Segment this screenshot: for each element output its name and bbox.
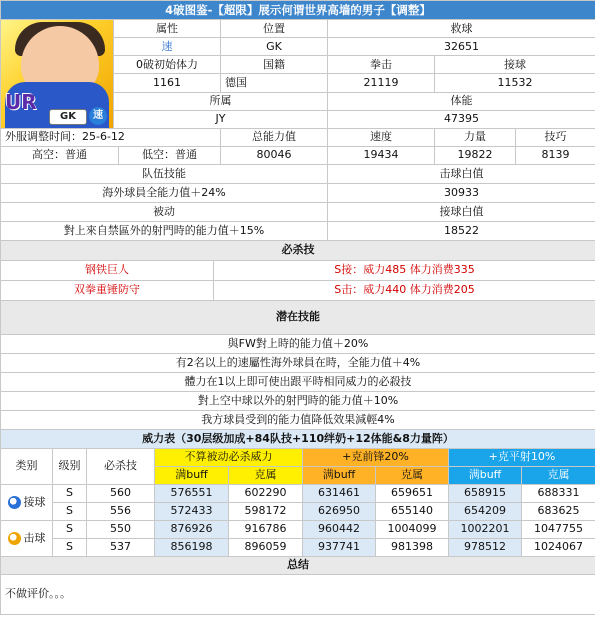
physical-label: 体能 xyxy=(328,92,595,110)
catch-label: 接球 xyxy=(435,56,595,74)
team-skill-table xyxy=(0,164,595,241)
position-badge: GK xyxy=(49,109,87,125)
attribute-badge: 速 xyxy=(89,107,107,125)
special-header: 必杀技 xyxy=(1,241,595,261)
punch-white-value: 30933 xyxy=(328,184,595,203)
team-skill-desc: 海外球員全能力值＋24% xyxy=(1,184,328,203)
value-cell: 1002201 xyxy=(449,521,522,539)
special-skill-name: 双拳重锤防守 xyxy=(1,281,214,301)
value-cell: 631461 xyxy=(303,485,376,503)
value-cell: 688331 xyxy=(522,485,595,503)
value-cell: 659651 xyxy=(376,485,449,503)
col-skill: 必杀技 xyxy=(87,449,155,485)
stamina0-value: 1161 xyxy=(114,74,221,92)
save-label: 救球 xyxy=(328,20,595,38)
skill-value: 8139 xyxy=(516,147,595,165)
stats-table xyxy=(0,128,595,165)
col-full-buff: 满buff xyxy=(303,467,376,485)
total-value: 80046 xyxy=(221,147,328,165)
catch-value: 11532 xyxy=(435,74,595,92)
pos-value: GK xyxy=(221,38,328,56)
group-vs-flat: +克平射10% xyxy=(449,449,595,467)
value-cell: 896059 xyxy=(229,539,303,557)
level-cell: S xyxy=(53,521,87,539)
type-cell: 击球 xyxy=(1,521,53,557)
col-full-buff: 满buff xyxy=(449,467,522,485)
value-cell: 937741 xyxy=(303,539,376,557)
save-value: 32651 xyxy=(328,38,595,56)
nation-label: 国籍 xyxy=(221,56,328,74)
passive-label: 被动 xyxy=(1,203,328,222)
skill-label: 技巧 xyxy=(516,129,595,147)
table-row xyxy=(1,503,595,521)
pos-label: 位置 xyxy=(221,20,328,38)
value-cell: 1024067 xyxy=(522,539,595,557)
special-skill-desc: S接：威力485 体力消费335 xyxy=(214,261,595,281)
value-cell: 978512 xyxy=(449,539,522,557)
latent-skill: 我方球員受到的能力值降低效果減輕4% xyxy=(1,411,595,430)
power-table xyxy=(0,429,595,557)
stamina0-label: 0破初始体力 xyxy=(114,56,221,74)
save-ball-icon xyxy=(8,496,21,509)
col-counter: 克属 xyxy=(376,467,449,485)
team-value: JY xyxy=(114,110,328,128)
header-table xyxy=(0,0,595,129)
col-level: 级别 xyxy=(53,449,87,485)
power-table-title: 威力表（30层级加成+84队技+110绊奶+12体能&8力量阵） xyxy=(1,430,595,449)
summary-header: 总结 xyxy=(1,557,595,575)
speed-value: 19434 xyxy=(328,147,435,165)
col-full-buff: 满buff xyxy=(155,467,229,485)
adjust-date: 外服调整时间：25-6-12 xyxy=(1,129,221,147)
group-vs-fw: +克前锋20% xyxy=(303,449,449,467)
col-type: 类别 xyxy=(1,449,53,485)
punch-white-label: 击球白值 xyxy=(328,165,595,184)
speed-label: 速度 xyxy=(328,129,435,147)
total-label: 总能力值 xyxy=(221,129,328,147)
table-row xyxy=(1,521,595,539)
value-cell: 683625 xyxy=(522,503,595,521)
latent-skill: 與FW對上時的能力值＋20% xyxy=(1,335,595,354)
value-cell: 916786 xyxy=(229,521,303,539)
special-skill-desc: S击：威力440 体力消费205 xyxy=(214,281,595,301)
latent-skill: 有2名以上的速屬性海外球員在時，全能力值＋4% xyxy=(1,354,595,373)
value-cell: 572433 xyxy=(155,503,229,521)
table-row xyxy=(1,539,595,557)
punch-value: 21119 xyxy=(328,74,435,92)
value-cell: 602290 xyxy=(229,485,303,503)
value-cell: 576551 xyxy=(155,485,229,503)
col-counter: 克属 xyxy=(522,467,595,485)
team-label: 所属 xyxy=(114,92,328,110)
summary-text: 不做评价。。。 xyxy=(1,575,595,615)
skill-cell: 556 xyxy=(87,503,155,521)
value-cell: 876926 xyxy=(155,521,229,539)
special-table xyxy=(0,240,595,301)
physical-value: 47395 xyxy=(328,110,595,128)
level-cell: S xyxy=(53,539,87,557)
page-title: 4破图鉴-【超限】展示何谓世界高墙的男子【调整】 xyxy=(1,1,595,20)
portrait-cell xyxy=(1,20,114,129)
summary-table xyxy=(0,556,595,615)
value-cell: 598172 xyxy=(229,503,303,521)
team-skill-label: 队伍技能 xyxy=(1,165,328,184)
latent-skill: 對上空中球以外的射門時的能力值＋10% xyxy=(1,392,595,411)
value-cell: 626950 xyxy=(303,503,376,521)
passive-desc: 對上來自禁區外的射門時的能力值＋15% xyxy=(1,222,328,241)
catch-white-label: 接球白值 xyxy=(328,203,595,222)
level-cell: S xyxy=(53,485,87,503)
value-cell: 960442 xyxy=(303,521,376,539)
value-cell: 1047755 xyxy=(522,521,595,539)
value-cell: 1004099 xyxy=(376,521,449,539)
value-cell: 654209 xyxy=(449,503,522,521)
col-counter: 克属 xyxy=(229,467,303,485)
attr-value: 速 xyxy=(114,38,221,56)
high-ball: 高空：普通 xyxy=(1,147,119,165)
skill-cell: 550 xyxy=(87,521,155,539)
latent-header: 潜在技能 xyxy=(1,301,595,335)
value-cell: 655140 xyxy=(376,503,449,521)
player-card-icon[interactable] xyxy=(1,20,113,128)
attr-label: 属性 xyxy=(114,20,221,38)
value-cell: 658915 xyxy=(449,485,522,503)
latent-skill: 體力在1以上即可使出跟平時相同威力的必殺技 xyxy=(1,373,595,392)
type-cell: 接球 xyxy=(1,485,53,521)
nation-value: 德国 xyxy=(221,74,328,92)
value-cell: 856198 xyxy=(155,539,229,557)
latent-table xyxy=(0,300,595,430)
skill-cell: 560 xyxy=(87,485,155,503)
power-value: 19822 xyxy=(435,147,516,165)
punch-label: 拳击 xyxy=(328,56,435,74)
special-skill-name: 钢铁巨人 xyxy=(1,261,214,281)
group-base: 不算被动必杀威力 xyxy=(155,449,303,467)
catch-white-value: 18522 xyxy=(328,222,595,241)
low-ball: 低空：普通 xyxy=(119,147,221,165)
level-cell: S xyxy=(53,503,87,521)
power-label: 力量 xyxy=(435,129,516,147)
rarity-badge: UR xyxy=(5,90,37,114)
value-cell: 981398 xyxy=(376,539,449,557)
table-row xyxy=(1,485,595,503)
skill-cell: 537 xyxy=(87,539,155,557)
punch-ball-icon xyxy=(8,532,21,545)
